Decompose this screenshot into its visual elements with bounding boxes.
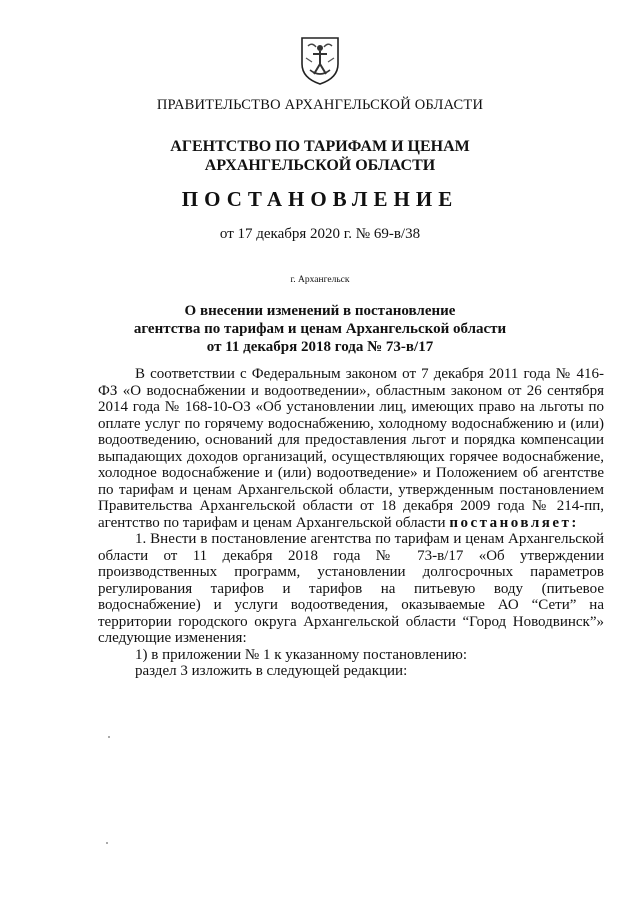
subject-line-3: от 11 декабря 2018 года № 73-в/17 (206, 339, 434, 355)
city-name: г. Архангельск (290, 275, 350, 285)
document-type: ПОСТАНОВЛЕНИЕ (181, 187, 459, 211)
scan-speck (108, 736, 110, 738)
item-2-paragraph: раздел 3 изложить в следующей редакции: (135, 663, 408, 679)
document-subject (0, 302, 640, 356)
clause-1-paragraph: 1. Внести в постановление агентства по тарифам и ценам Архангельской области от 11 декабря 2018 года № 73-в/17 «Об утверждении производственных программ, установлении долгосрочных параметров регулирования тарифов и тарифов на питьевую воду (питьевое водоснабжение) и услуги водоотведения, оказываемые АО “Сети” на территории городского округа Архангельской области “Город Новодвинск”» следующие изменения: (98, 531, 604, 646)
agency-name (0, 137, 640, 175)
agency-name-line-1: АГЕНТСТВО ПО ТАРИФАМ И ЦЕНАМ (170, 138, 470, 155)
document-body (98, 366, 604, 680)
preamble-paragraph (98, 366, 604, 531)
document-date-number: от 17 декабря 2020 г. № 69-в/38 (219, 226, 421, 242)
resolves-keyword: постановляет: (449, 514, 579, 531)
government-name: ПРАВИТЕЛЬСТВО АРХАНГЕЛЬСКОЙ ОБЛАСТИ (156, 97, 484, 113)
preamble-text: В соответствии с Федеральным законом от 7 декабря 2011 года № 416-ФЗ «О водоснабжении и водоотведении», областным законом от 26 сентября 2014 года № 168-10-ОЗ «Об установлении лиц, имеющих право на льготы по оплате услуг по горячему водоснабжению, холодному водоснабжению и (или) водоотведению, оснований для предоставления льгот и порядка компенсации выпадающих доходов организаций, осуществляющих горячее водоснабжение, холодное водоснабжение и (или) водоотведение» и Положением об агентстве по тарифам и ценам Архангельской области, утвержденным постановлением Правительства Архангельской области от 18 декабря 2009 года № 214-пп, агентство по тарифам и ценам Архангельской области (98, 366, 604, 531)
subject-line-2: агентства по тарифам и ценам Архангельской области (133, 321, 507, 337)
scan-speck (106, 842, 108, 844)
coat-of-arms-icon (298, 34, 342, 86)
subject-line-1: О внесении изменений в постановление (184, 303, 456, 319)
agency-name-line-2: АРХАНГЕЛЬСКОЙ ОБЛАСТИ (204, 157, 436, 174)
item-1-paragraph: 1) в приложении № 1 к указанному постановлению: (135, 646, 467, 663)
